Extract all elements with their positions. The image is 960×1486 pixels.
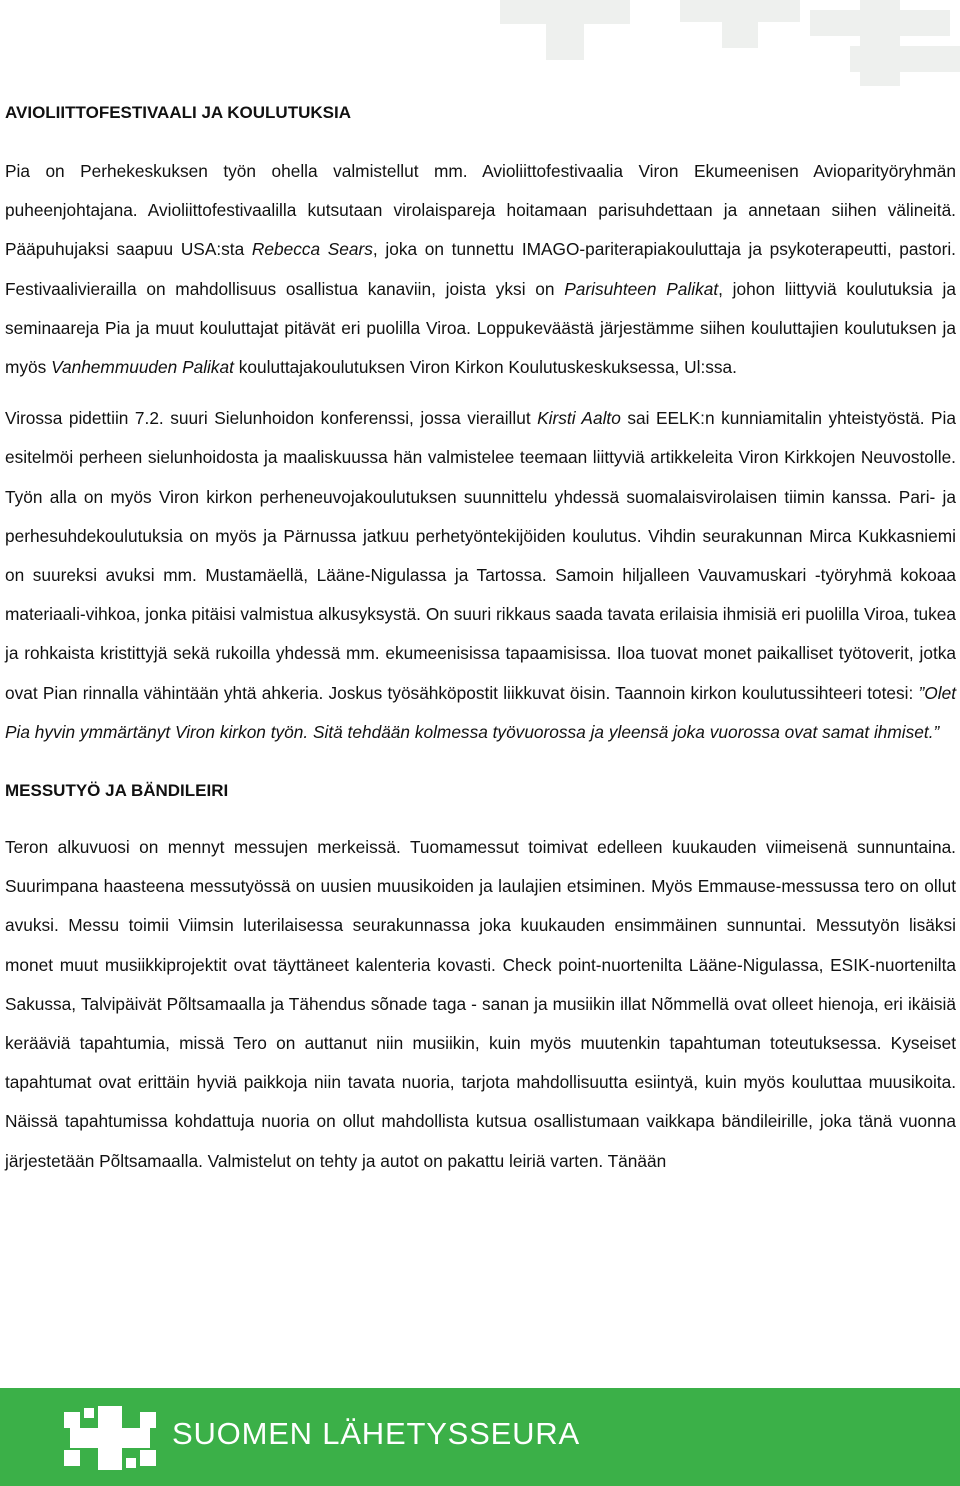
organization-name: SUOMEN LÄHETYSSEURA [172, 1416, 580, 1451]
text-run: kouluttajakoulutuksen Viron Kirkon Koulutuskeskuksessa, Ul:ssa. [233, 357, 737, 378]
italic-text-run: Parisuhteen Palikat [564, 278, 719, 299]
text-run: Pia on Perhekeskuksen työn ohella valmistellut mm. Avioliittofestivaalia Viron Ekumeenisen Avioparityöryhmän puheenjohtajana. Avioliittofestivaalilla kutsutaan virolaispareja hoitamaan parisuhdettaan ja annetaan siihen välineitä. Pääpuhujaksi saapuu USA:sta [5, 161, 956, 260]
paragraph-festival [5, 152, 956, 387]
paragraph-sielunhoito [5, 399, 956, 752]
italic-text-run: Rebecca Sears [251, 239, 373, 260]
italic-text-run: ”Olet Pia hyvin ymmärtänyt Viron kirkon työn. Sitä tehdään kolmessa työvuorossa ja yleensä joka vuorossa ovat samat ihmiset.” [5, 682, 956, 742]
italic-text-run: Kirsti Aalto [537, 408, 621, 429]
text-run: sai EELK:n kunniamitalin yhteistyöstä. Pia esitelmöi perheen sielunhoidosta ja maaliskuussa hän valmistelee teemaan liittyviä artikkeleita Viron Kirkkojen Neuvostolle. Työn alla on myös Viron kirkon perheneuvojakoulutuksen suunnittelu yhdessä suomalaisvirolaisen tiimin kanssa. Pari- ja perhesuhdekoulutuksia on myös ja Pärnussa jatkuu perhetyöntekijöiden koulutus. Vihdin seurakunnan Mirca Kukkasniemi on suureksi avuksi mm. Mustamäellä, Lääne-Nigulassa ja Tartossa. Samoin hiljalleen Vauvamuskari -työryhmä kokoaa materiaali-vihkoa, jonka pitäisi valmistua alkusyksystä. On suuri rikkaus saada tavata erilaisia ihmisiä eri puolilla Viroa, tukea ja rohkaista kristittyjä sekä rukoilla yhdessä mm. ekumeenisissa tapaamisissa. Iloa tuovat monet paikalliset työtoverit, jotka ovat Pian rinnalla vähintään yhtä ahkeria. Joskus työsähköpostit liikkuvat öisin. Taannoin kirkon koulutussihteeri totesi: [5, 408, 957, 703]
document-body [5, 96, 956, 1181]
italic-text-run: Vanhemmuuden Palikat [51, 357, 234, 378]
text-run: Virossa pidettiin 7.2. suuri Sielunhoidon konferenssi, jossa vieraillut [5, 408, 538, 429]
cross-logo-icon [62, 1404, 158, 1472]
text-run: Teron alkuvuosi on mennyt messujen merkeissä. Tuomamessut toimivat edelleen kuukauden viimeisenä sunnuntaina. Suurimpana haasteena messutyössä on uusien muusikoiden ja laulajien etsiminen. Myös Emmause-messussa tero on ollut avuksi. Messu toimii Viimsin luterilaisessa seurakunnassa joka kuukauden ensimmäinen sunnuntai. Messutyön lisäksi monet muut musiikkiprojektit ovat täyttäneet kalenteria kovasti. Check point-nuortenilta Lääne-Nigulassa, ESIK-nuortenilta Sakussa, Talvipäivät Põltsamaalla ja Tähendus sõnade taga - sanan ja musiikin illat Nõmmellä ovat olleet hienoja, eri ikäisiä kerääviä tapahtumia, missä Tero on auttanut niin musiikin, kuin myös muutenkin tapahtuman toteutuksessa. Kyseiset tapahtumat ovat erittäin hyviä paikkoja niin tavata nuoria, tarjota mahdollisuutta esiintyä, kuin myös kouluttaa muusikoita. Näissä tapahtumissa kohdattuja nuoria on ollut mahdollista kutsua osallistumaan vaikkapa bändileirille, joka tänä vuonna järjestetään Põltsamaalla. Valmistelut on tehty ja autot on pakattu leiriä varten. Tänään [5, 837, 956, 1171]
paragraph-messutyo [5, 828, 956, 1181]
footer-bar [0, 1388, 960, 1486]
text-run: , johon liittyviä koulutuksia ja seminaareja Pia ja muut kouluttajat pitävät eri puolilla Viroa. Loppukeväästä järjestämme siihen kouluttajien koulutuksen ja myös [5, 278, 956, 378]
top-cross-ornament-icon [250, 0, 960, 90]
section-heading-avioliittofestivaali: AVIOLIITTOFESTIVAALI JA KOULUTUKSIA [5, 103, 351, 122]
section-heading-messutyo: MESSUTYÖ JA BÄNDILEIRI [5, 781, 229, 801]
text-run: , joka on tunnettu IMAGO-pariterapiakouluttaja ja psykoterapeutti, pastori. Festivaalivierailla on mahdollisuus osallistua kanaviin, joista yksi on [5, 239, 956, 299]
